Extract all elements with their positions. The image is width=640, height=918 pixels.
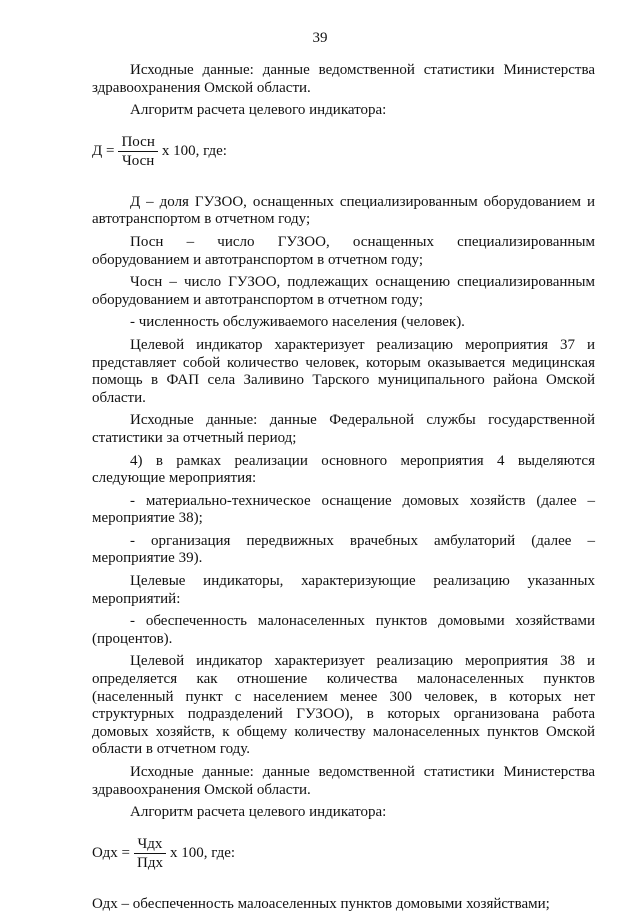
paragraph: Целевой индикатор характеризует реализацию мероприятия 37 и представляет собой количество человек, которым оказывается медицинская помощь в ФАП села Заливино Тарского муниципального района Омской области.	[92, 336, 595, 406]
formula-lhs: Д =	[92, 142, 115, 159]
fraction	[118, 133, 157, 170]
paragraph: Алгоритм расчета целевого индикатора:	[130, 102, 387, 119]
fraction-denominator: Чосн	[122, 153, 155, 170]
fraction	[134, 835, 166, 872]
paragraph: Исходные данные: данные ведомственной статистики Министерства здравоохранения Омской области.	[92, 764, 595, 798]
paragraph: - численность обслуживаемого населения (человек).	[130, 314, 465, 331]
formula-provision	[92, 832, 595, 876]
fraction-numerator: Посн	[121, 134, 155, 151]
paragraph: Одх – обеспеченность малоаселенных пунктов домовыми хозяйствами;	[92, 895, 550, 912]
list-item: - материально-техническое оснащение домовых хозяйств (далее – мероприятие 38);	[92, 492, 595, 527]
paragraph: Алгоритм расчета целевого индикатора:	[130, 804, 387, 821]
list-item: - обеспеченность малонаселенных пунктов домовыми хозяйствами (процентов).	[92, 613, 595, 647]
paragraph: Исходные данные: данные ведомственной статистики Министерства здравоохранения Омской области.	[92, 62, 595, 96]
formula-rhs: х 100, где:	[161, 142, 227, 159]
paragraph: Целевые индикаторы, характеризующие реализацию указанных мероприятий:	[92, 573, 595, 607]
paragraph: 4) в рамках реализации основного мероприятия 4 выделяются следующие мероприятия:	[92, 452, 595, 487]
document-body	[92, 62, 595, 918]
paragraph: Посн – число ГУЗОО, оснащенных специализированным оборудованием и автотранспортом в отчетном году;	[92, 233, 595, 268]
list-item: - организация передвижных врачебных амбулаторий (далее – мероприятие 39).	[92, 532, 595, 567]
formula-rhs: х 100, где:	[169, 844, 236, 861]
paragraph: Целевой индикатор характеризует реализацию мероприятия 38 и определяется как отношение количества малонаселенных пунктов (населенный пункт с населением менее 300 человек, в которых нет структурных подразделений ГУЗОО), в которых организована работа домовых хозяйств, к общему количеству малонаселенных пунктов Омской области в отчетном году.	[92, 653, 595, 758]
paragraph: Чосн – число ГУЗОО, подлежащих оснащению специализированным оборудованием и автотранспортом в отчетном году;	[92, 274, 595, 308]
paragraph: Д – доля ГУЗОО, оснащенных специализированным оборудованием и автотранспортом в отчетном году;	[92, 193, 595, 228]
paragraph: Исходные данные: данные Федеральной службы государственной статистики за отчетный период;	[92, 412, 595, 446]
formula-lhs: Одх =	[92, 844, 130, 861]
formula-share	[92, 130, 595, 174]
fraction-denominator: Пдх	[136, 855, 163, 872]
page-number: 39	[312, 30, 328, 46]
fraction-numerator: Чдх	[137, 836, 163, 853]
